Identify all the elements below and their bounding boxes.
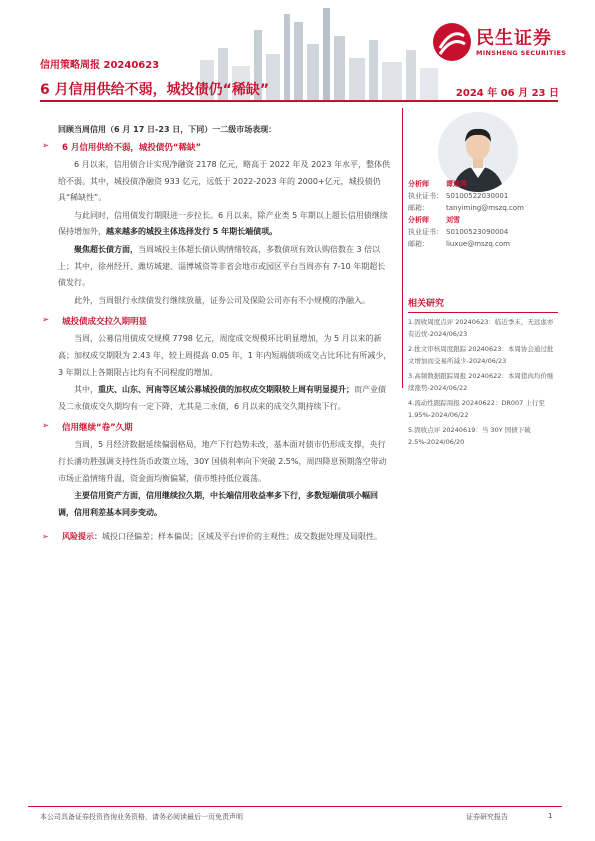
paragraph: 聚焦超长债方面，当周城投主体超长债认购情绪较高，多数债项有效认购倍数在 3 倍以上；其中，徐州经开、潍坊城建、淄博城资等非省会地市或园区平台当周亦有 7-10 年期超长债发行。 bbox=[58, 244, 386, 288]
analyst-email[interactable]: tanyiming@mszq.com bbox=[446, 204, 524, 212]
footer-disclaimer: 本公司具备证券投资咨询业务资格，请务必阅读最后一页免责声明 bbox=[40, 813, 243, 821]
logo-emblem-icon bbox=[432, 22, 472, 62]
risk-text: 城投口径偏差；样本偏误；区域及平台评价的主观性；成交数据处理及局限性。 bbox=[102, 532, 382, 542]
minsheng-logo bbox=[432, 22, 582, 66]
analyst-name-row: 分析师 谭逸鸣 bbox=[408, 180, 467, 188]
risk-warning bbox=[40, 529, 392, 545]
risk-label: 风险提示： bbox=[62, 532, 102, 542]
section-heading-trading: ➢ 城投债成交拉久期明显 bbox=[42, 315, 148, 328]
paragraph: 当周，5 月经济数据延续偏弱格局，地产下行趋势未改，基本面对债市仍形成支撑，央行行长潘功胜强调支持性货币政策立场，30Y 国债利率向下突破 2.5%，周四降息预期落空带动市场止盈情绪升温，资金面均衡偏紧，债市维持低位震荡。 bbox=[58, 440, 387, 483]
analyst-email[interactable]: liuxue@mszq.com bbox=[446, 240, 510, 248]
report-title: 6 月信用供给不弱，城投债仍“稀缺” bbox=[40, 82, 270, 98]
related-research-item[interactable]: 5.固收点评 20240619：当 30Y 国债下破 2.5%-2024/06/20 bbox=[408, 426, 531, 446]
analyst-cert-row: 执业证书： S0100523090004 bbox=[408, 228, 509, 236]
related-research-item[interactable]: 3.高频数据跟踪周报 20240622：本周猪肉均价继续涨势-2024/06/22 bbox=[408, 372, 554, 392]
page-number: 1 bbox=[548, 812, 553, 820]
paragraph: 其中，重庆、山东、河南等区域公募城投债的加权成交期限较上周有明显提升；而产业债及二永债成交久期均有一定下降，尤其是二永债，6 月以来的成交久期持续下行。 bbox=[58, 385, 386, 411]
related-research bbox=[408, 296, 558, 448]
analyst-name: 谭逸鸣 bbox=[446, 180, 467, 188]
analyst-name: 刘雪 bbox=[446, 216, 460, 224]
arrow-bullet-icon: ➢ bbox=[42, 532, 49, 542]
footer-divider bbox=[28, 806, 562, 807]
paragraph: 与此同时，信用债发行期限进一步拉长。6 月以来，除产业类 5 年期以上超长信用债继续保持增加外，越来越多的城投主体选择发行 5 年期长端债项。 bbox=[58, 210, 388, 237]
logo-chinese-name: 民生证券 bbox=[476, 28, 552, 49]
related-research-item[interactable]: 1.固收周度点评 20240623：临近季末，无远虑亦有近忧-2024/06/23 bbox=[408, 318, 554, 338]
report-date: 2024 年 06 月 23 日 bbox=[455, 88, 559, 99]
analyst-cert-row: 执业证书： S0100522030001 bbox=[408, 192, 509, 200]
header-divider bbox=[40, 100, 558, 102]
related-research-item[interactable]: 2.批文审核周度跟踪 20240623：本周协会通过批文增加而交易所减少-2024/06/23 bbox=[408, 345, 554, 365]
paragraph: 主要信用资产方面，信用继续拉久期，中长端信用收益率多下行，多数短端债项小幅回调，信用利差基本同步变动。 bbox=[58, 491, 378, 517]
footer-report-type: 证券研究报告 bbox=[466, 813, 508, 821]
logo-english-name: MINSHENG SECURITIES bbox=[476, 49, 567, 57]
main-content bbox=[40, 124, 392, 545]
arrow-bullet-icon: ➢ bbox=[42, 421, 50, 432]
arrow-bullet-icon: ➢ bbox=[42, 141, 50, 151]
report-header bbox=[0, 0, 595, 108]
analyst-list bbox=[408, 178, 558, 250]
intro-text: 回顾当周信用（6 月 17 日-23 日，下同）一二级市场表现： bbox=[58, 125, 277, 134]
analyst-email-row[interactable]: 邮箱： liuxue@mszq.com bbox=[408, 240, 510, 248]
paragraph: 当周，公募信用债成交规模 7798 亿元，周度成交规模环比明显增加，为 5 月以来的新高；加权成交期限为 2.43 年，较上周提高 0.05 年，1 年内短端债项成交占比环比有所减少，3 年期以上各期限占比均有不同程度的增加。 bbox=[58, 334, 392, 377]
column-divider bbox=[402, 108, 403, 388]
analyst-email-row[interactable]: 邮箱： tanyiming@mszq.com bbox=[408, 204, 524, 212]
report-series-tag: 信用策略周报 20240623 bbox=[40, 60, 160, 71]
section-heading-supply: ➢ 6 月信用供给不弱，城投债仍“稀缺” bbox=[42, 141, 202, 153]
paragraph: 6 月以来，信用债合计实现净融资 2178 亿元，略高于 2022 年及 2023 年水平，整体供给不弱。其中，城投债净融资 933 亿元，远低于 2022-2023 年的 2000+亿元，城投债仍具“稀缺性”。 bbox=[58, 160, 390, 203]
section-heading-duration: ➢ 信用继续“卷”久期 bbox=[42, 421, 133, 434]
analyst-name-row: 分析师 刘雪 bbox=[408, 216, 460, 224]
related-research-item[interactable]: 4.流动性跟踪周报 20240622：DR007 上行至 1.95%-2024/06/22 bbox=[408, 399, 545, 419]
related-research-title: 相关研究 bbox=[408, 296, 558, 313]
arrow-bullet-icon: ➢ bbox=[42, 315, 50, 326]
paragraph: 此外，当周银行永续债发行继续放量，证券公司及保险公司亦有不小规模的净融入。 bbox=[74, 295, 370, 305]
